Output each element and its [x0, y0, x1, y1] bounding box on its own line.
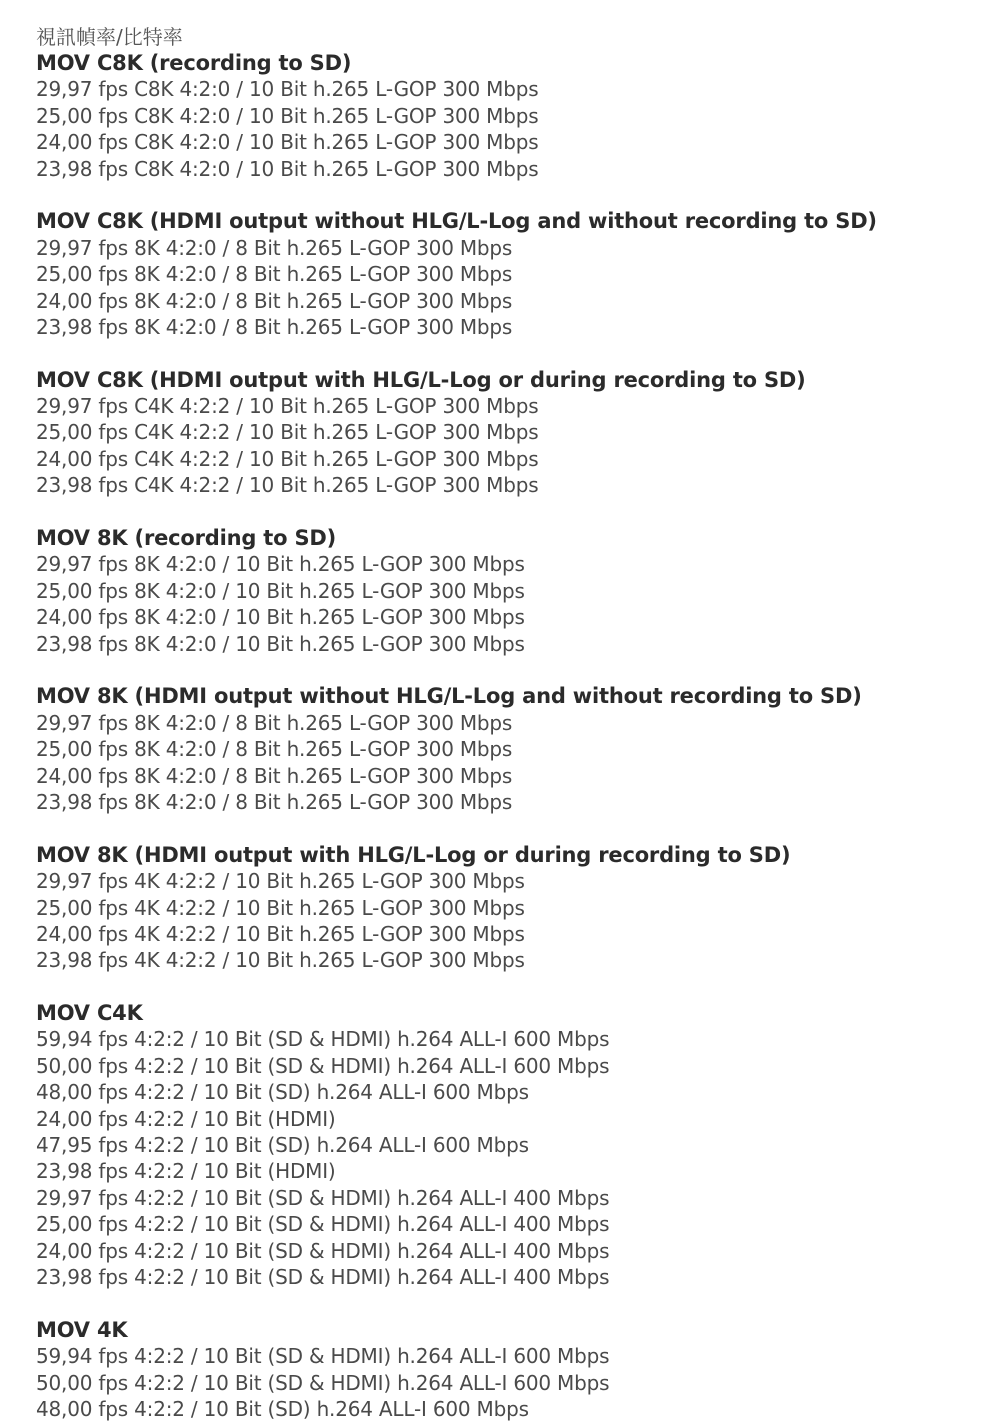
spec-line: 23,98 fps 4:2:2 / 10 Bit (HDMI): [36, 1159, 336, 1184]
spec-section: [36, 525, 976, 657]
spec-line-list: [36, 551, 976, 657]
section-heading: MOV 8K (HDMI output with HLG/L-Log or during recording to SD): [36, 842, 791, 867]
spec-line: 29,97 fps 4:2:2 / 10 Bit (SD & HDMI) h.264 ALL-I 400 Mbps: [36, 1185, 610, 1210]
spec-line: 24,00 fps 4K 4:2:2 / 10 Bit h.265 L-GOP 300 Mbps: [36, 921, 525, 946]
section-list: [36, 50, 976, 1422]
spec-line: 24,00 fps 8K 4:2:0 / 8 Bit h.265 L-GOP 300 Mbps: [36, 288, 513, 313]
spec-line: 25,00 fps 8K 4:2:0 / 10 Bit h.265 L-GOP 300 Mbps: [36, 578, 525, 603]
spec-line: 48,00 fps 4:2:2 / 10 Bit (SD) h.264 ALL-I 600 Mbps: [36, 1396, 529, 1421]
spec-line: 23,98 fps 4:2:2 / 10 Bit (SD & HDMI) h.264 ALL-I 400 Mbps: [36, 1264, 610, 1289]
spec-line: 29,97 fps C8K 4:2:0 / 10 Bit h.265 L-GOP 300 Mbps: [36, 77, 539, 102]
spec-line: 25,00 fps 4K 4:2:2 / 10 Bit h.265 L-GOP 300 Mbps: [36, 895, 525, 920]
section-heading: MOV C8K (recording to SD): [36, 51, 352, 75]
page-title: 視訊幀率/比特率: [36, 25, 183, 49]
spec-line: 23,98 fps 8K 4:2:0 / 10 Bit h.265 L-GOP 300 Mbps: [36, 631, 525, 656]
spec-section: [36, 367, 976, 499]
spec-line: 23,98 fps 4K 4:2:2 / 10 Bit h.265 L-GOP 300 Mbps: [36, 948, 525, 973]
section-heading: MOV 4K: [36, 1317, 128, 1342]
spec-section: [36, 1317, 976, 1422]
spec-section: [36, 50, 976, 182]
spec-section: [36, 208, 976, 340]
spec-line: 23,98 fps 8K 4:2:0 / 8 Bit h.265 L-GOP 300 Mbps: [36, 789, 513, 814]
spec-line: 25,00 fps C4K 4:2:2 / 10 Bit h.265 L-GOP 300 Mbps: [36, 420, 539, 445]
spec-line: 48,00 fps 4:2:2 / 10 Bit (SD) h.264 ALL-I 600 Mbps: [36, 1080, 529, 1105]
spec-line: 29,97 fps 8K 4:2:0 / 10 Bit h.265 L-GOP 300 Mbps: [36, 552, 525, 577]
spec-line-list: [36, 1343, 976, 1422]
spec-line: 23,98 fps C8K 4:2:0 / 10 Bit h.265 L-GOP 300 Mbps: [36, 156, 539, 181]
spec-line-list: [36, 235, 976, 341]
spec-line: 25,00 fps C8K 4:2:0 / 10 Bit h.265 L-GOP 300 Mbps: [36, 103, 539, 128]
spec-line: 23,98 fps 8K 4:2:0 / 8 Bit h.265 L-GOP 300 Mbps: [36, 314, 513, 339]
spec-line: 25,00 fps 8K 4:2:0 / 8 Bit h.265 L-GOP 300 Mbps: [36, 737, 513, 762]
spec-document: [36, 24, 976, 1422]
spec-line: 24,00 fps 8K 4:2:0 / 10 Bit h.265 L-GOP 300 Mbps: [36, 605, 525, 630]
spec-line: 50,00 fps 4:2:2 / 10 Bit (SD & HDMI) h.264 ALL-I 600 Mbps: [36, 1053, 610, 1078]
spec-section: [36, 842, 976, 974]
spec-line-list: [36, 868, 976, 974]
section-heading: MOV C8K (HDMI output with HLG/L-Log or during recording to SD): [36, 367, 806, 392]
spec-line: 25,00 fps 8K 4:2:0 / 8 Bit h.265 L-GOP 300 Mbps: [36, 262, 513, 287]
spec-line: 29,97 fps C4K 4:2:2 / 10 Bit h.265 L-GOP 300 Mbps: [36, 394, 539, 419]
spec-line: 24,00 fps C8K 4:2:0 / 10 Bit h.265 L-GOP 300 Mbps: [36, 130, 539, 155]
section-heading: MOV C8K (HDMI output without HLG/L-Log and without recording to SD): [36, 209, 877, 234]
spec-line: 24,00 fps 4:2:2 / 10 Bit (SD & HDMI) h.264 ALL-I 400 Mbps: [36, 1238, 610, 1263]
spec-line-list: [36, 393, 976, 499]
spec-line: 24,00 fps 4:2:2 / 10 Bit (HDMI): [36, 1106, 336, 1131]
spec-line: 47,95 fps 4:2:2 / 10 Bit (SD) h.264 ALL-I 600 Mbps: [36, 1133, 529, 1158]
spec-line: 50,00 fps 4:2:2 / 10 Bit (SD & HDMI) h.264 ALL-I 600 Mbps: [36, 1370, 610, 1395]
spec-line: 29,97 fps 4K 4:2:2 / 10 Bit h.265 L-GOP 300 Mbps: [36, 869, 525, 894]
spec-line: 59,94 fps 4:2:2 / 10 Bit (SD & HDMI) h.264 ALL-I 600 Mbps: [36, 1344, 610, 1369]
spec-line-list: [36, 710, 976, 816]
spec-section: [36, 683, 976, 815]
section-heading: MOV 8K (recording to SD): [36, 526, 337, 551]
section-heading: MOV C4K: [36, 1001, 143, 1026]
spec-section: [36, 1000, 976, 1290]
spec-line-list: [36, 76, 976, 182]
spec-line: 59,94 fps 4:2:2 / 10 Bit (SD & HDMI) h.264 ALL-I 600 Mbps: [36, 1027, 610, 1052]
spec-line: 23,98 fps C4K 4:2:2 / 10 Bit h.265 L-GOP 300 Mbps: [36, 473, 539, 498]
spec-line: 25,00 fps 4:2:2 / 10 Bit (SD & HDMI) h.264 ALL-I 400 Mbps: [36, 1212, 610, 1237]
spec-line: 29,97 fps 8K 4:2:0 / 8 Bit h.265 L-GOP 300 Mbps: [36, 235, 513, 260]
spec-line: 24,00 fps C4K 4:2:2 / 10 Bit h.265 L-GOP 300 Mbps: [36, 446, 539, 471]
spec-line: 24,00 fps 8K 4:2:0 / 8 Bit h.265 L-GOP 300 Mbps: [36, 763, 513, 788]
spec-line: 29,97 fps 8K 4:2:0 / 8 Bit h.265 L-GOP 300 Mbps: [36, 710, 513, 735]
section-heading: MOV 8K (HDMI output without HLG/L-Log and without recording to SD): [36, 684, 862, 709]
spec-line-list: [36, 1026, 976, 1290]
